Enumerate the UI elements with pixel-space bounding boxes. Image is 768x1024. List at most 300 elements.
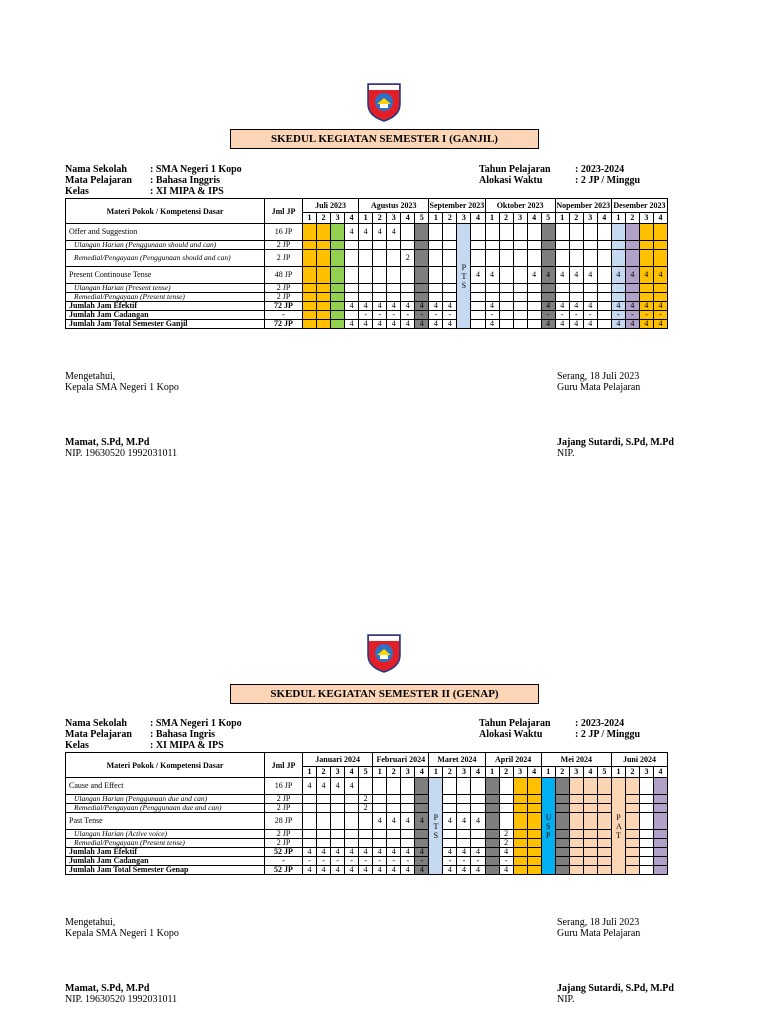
week-cell: 4 <box>653 320 667 329</box>
materi-cell: Offer and Suggestion <box>66 224 265 241</box>
week-cell: 4 <box>373 848 387 857</box>
week-cell <box>625 857 639 866</box>
week-cell <box>640 795 654 804</box>
materi-cell: Ulangan Harian (Active voice) <box>66 830 265 839</box>
week-cell <box>317 830 331 839</box>
materi-cell: Remedial/Pengayaan (Present tense) <box>66 839 265 848</box>
week-cell <box>569 804 583 813</box>
week-number: 1 <box>303 766 317 777</box>
week-cell <box>654 804 668 813</box>
week-cell <box>457 795 471 804</box>
week-cell: 2 <box>499 830 513 839</box>
week-cell <box>373 804 387 813</box>
week-cell: 4 <box>611 302 625 311</box>
time-value: : 2 JP / Minggu <box>575 729 641 740</box>
week-cell <box>597 857 611 866</box>
week-cell: 4 <box>387 848 401 857</box>
week-cell: 4 <box>331 848 345 857</box>
teacher-name: Jajang Sutardi, S.Pd, M.Pd <box>557 437 674 448</box>
week-cell: 4 <box>443 866 457 875</box>
week-cell: - <box>345 857 359 866</box>
week-cell: 4 <box>387 320 401 329</box>
week-cell <box>583 778 597 795</box>
week-cell <box>387 795 401 804</box>
week-cell: 4 <box>429 302 443 311</box>
week-number: 4 <box>401 212 415 223</box>
week-cell: - <box>499 857 513 866</box>
week-cell <box>359 830 373 839</box>
pts-text: PTS <box>461 262 467 290</box>
week-cell: 4 <box>527 267 541 284</box>
week-cell <box>373 839 387 848</box>
week-number: 2 <box>569 212 583 223</box>
week-cell <box>640 857 654 866</box>
week-cell <box>499 795 513 804</box>
week-cell <box>359 778 373 795</box>
week-cell <box>597 866 611 875</box>
week-cell <box>387 839 401 848</box>
week-number: 5 <box>359 766 373 777</box>
week-number: 2 <box>317 212 331 223</box>
week-number: 3 <box>401 766 415 777</box>
materi-cell: Remedial/Pengayaan (Present tense) <box>66 293 265 302</box>
materi-cell: Jumlah Jam Total Semester Ganjil <box>66 320 265 329</box>
week-cell <box>640 866 654 875</box>
week-cell <box>401 795 415 804</box>
week-cell <box>345 795 359 804</box>
week-cell: - <box>639 311 653 320</box>
jp-header: Jml JP <box>265 753 303 778</box>
materi-cell: Remedial/Pengayaan (Penggunaan should and can) <box>66 250 265 267</box>
jp-cell: 52 JP <box>265 848 303 857</box>
week-cell <box>583 804 597 813</box>
week-cell <box>415 795 429 804</box>
week-cell: 4 <box>345 866 359 875</box>
week-cell <box>654 778 668 795</box>
week-number: 1 <box>303 212 317 223</box>
table-row <box>66 795 668 804</box>
week-cell <box>373 778 387 795</box>
week-cell: - <box>555 311 569 320</box>
week-cell: 4 <box>583 267 597 284</box>
week-cell <box>387 804 401 813</box>
place-date: Serang, 18 Juli 2023 <box>557 371 640 382</box>
week-cell <box>555 804 569 813</box>
jp-cell: 2 JP <box>265 250 303 267</box>
week-number: 2 <box>387 766 401 777</box>
materi-cell: Ulangan Harian (Penggunaan due and can) <box>66 795 265 804</box>
place-date: Serang, 18 Juli 2023 <box>557 917 640 928</box>
principal-name: Mamat, S.Pd, M.Pd <box>65 983 150 994</box>
week-cell: 4 <box>499 848 513 857</box>
week-cell <box>555 848 569 857</box>
week-cell <box>513 813 527 830</box>
principal-title: Kepala SMA Negeri 1 Kopo <box>65 928 179 939</box>
week-cell <box>485 848 499 857</box>
week-cell <box>597 830 611 839</box>
teacher-nip: NIP. <box>557 448 575 459</box>
week-cell: 4 <box>401 320 415 329</box>
subject-label: Mata Pelajaran <box>65 729 132 740</box>
week-cell: 4 <box>471 813 485 830</box>
week-cell <box>303 813 317 830</box>
week-cell <box>654 848 668 857</box>
week-cell: - <box>583 311 597 320</box>
week-cell: 4 <box>401 848 415 857</box>
week-cell: 4 <box>359 302 373 311</box>
week-cell: - <box>457 857 471 866</box>
week-number: 5 <box>415 212 429 223</box>
week-cell <box>513 866 527 875</box>
week-cell <box>471 830 485 839</box>
month-header: Mei 2024 <box>541 753 611 767</box>
week-cell: - <box>625 311 639 320</box>
week-cell: 4 <box>317 866 331 875</box>
week-cell <box>583 830 597 839</box>
jp-cell: 52 JP <box>265 866 303 875</box>
week-cell <box>373 795 387 804</box>
week-cell <box>555 795 569 804</box>
jp-cell: 16 JP <box>265 224 303 241</box>
week-cell <box>527 813 541 830</box>
week-cell <box>485 866 499 875</box>
week-cell: 4 <box>443 302 457 311</box>
principal-nip: NIP. 19630520 1992031011 <box>65 448 178 459</box>
jp-cell: 2 JP <box>265 804 303 813</box>
week-cell: 4 <box>415 813 429 830</box>
week-cell: 4 <box>471 267 485 284</box>
week-cell <box>415 839 429 848</box>
week-cell <box>331 804 345 813</box>
week-cell <box>597 839 611 848</box>
week-cell <box>457 778 471 795</box>
table-row <box>66 804 668 813</box>
week-cell <box>443 804 457 813</box>
week-cell: 4 <box>387 224 401 241</box>
week-cell <box>485 857 499 866</box>
week-cell <box>331 795 345 804</box>
week-cell <box>513 804 527 813</box>
month-header-row <box>66 753 668 767</box>
jp-cell: - <box>265 311 303 320</box>
table-row <box>66 848 668 857</box>
week-cell <box>401 804 415 813</box>
week-cell: 4 <box>583 320 597 329</box>
week-cell <box>625 866 639 875</box>
table-row <box>66 857 668 866</box>
week-cell: - <box>485 311 499 320</box>
week-number: 3 <box>331 766 345 777</box>
week-cell: 4 <box>401 813 415 830</box>
week-cell <box>485 830 499 839</box>
week-cell: 4 <box>373 813 387 830</box>
week-cell: - <box>373 311 387 320</box>
week-cell: 4 <box>611 320 625 329</box>
month-header: Desember 2023 <box>611 199 667 213</box>
week-number: 1 <box>359 212 373 223</box>
jp-cell: 2 JP <box>265 795 303 804</box>
week-cell <box>401 830 415 839</box>
week-cell <box>654 795 668 804</box>
week-cell: 4 <box>303 848 317 857</box>
week-cell <box>345 813 359 830</box>
week-cell <box>654 866 668 875</box>
week-cell: 4 <box>331 866 345 875</box>
week-cell <box>555 778 569 795</box>
week-number: 5 <box>597 766 611 777</box>
week-cell: 4 <box>611 267 625 284</box>
week-cell <box>527 830 541 839</box>
week-cell <box>387 778 401 795</box>
week-cell <box>555 839 569 848</box>
week-cell: - <box>471 857 485 866</box>
jp-cell: 72 JP <box>265 302 303 311</box>
week-number: 1 <box>611 766 625 777</box>
table-row <box>66 778 668 795</box>
week-cell: 4 <box>485 267 499 284</box>
week-cell: 2 <box>401 250 415 267</box>
week-cell <box>485 804 499 813</box>
materi-cell: Jumlah Jam Cadangan <box>66 311 265 320</box>
week-cell: 4 <box>443 320 457 329</box>
month-header: Maret 2024 <box>429 753 485 767</box>
week-cell <box>443 778 457 795</box>
week-cell: 4 <box>373 224 387 241</box>
week-cell <box>569 830 583 839</box>
week-number: 2 <box>499 212 513 223</box>
materi-cell: Jumlah Jam Efektif <box>66 848 265 857</box>
week-cell: 4 <box>457 848 471 857</box>
week-cell <box>654 839 668 848</box>
week-number: 4 <box>415 766 429 777</box>
week-cell <box>317 813 331 830</box>
usp-label <box>541 778 555 875</box>
jp-cell: 2 JP <box>265 241 303 250</box>
jp-cell: 2 JP <box>265 830 303 839</box>
week-cell <box>387 830 401 839</box>
week-number: 3 <box>513 212 527 223</box>
jp-cell: 2 JP <box>265 839 303 848</box>
week-cell: 4 <box>639 302 653 311</box>
week-cell <box>457 839 471 848</box>
week-cell <box>625 778 639 795</box>
week-cell: 4 <box>457 813 471 830</box>
week-cell <box>317 795 331 804</box>
week-cell: 4 <box>653 302 667 311</box>
week-cell: 4 <box>583 302 597 311</box>
week-cell: - <box>303 857 317 866</box>
week-cell <box>583 848 597 857</box>
week-cell <box>345 830 359 839</box>
week-cell <box>303 830 317 839</box>
week-cell <box>317 839 331 848</box>
week-number: 3 <box>583 212 597 223</box>
week-cell <box>513 830 527 839</box>
week-cell: 4 <box>415 866 429 875</box>
signature-left-2 <box>65 917 179 1005</box>
week-cell <box>597 813 611 830</box>
materi-header: Materi Pokok / Kompetensi Dasar <box>66 199 265 224</box>
week-number: 3 <box>639 212 653 223</box>
week-cell: 4 <box>345 224 359 241</box>
week-number: 4 <box>345 212 359 223</box>
week-number: 3 <box>387 212 401 223</box>
week-cell: - <box>359 311 373 320</box>
week-cell <box>331 813 345 830</box>
week-number: 4 <box>654 766 668 777</box>
week-number: 4 <box>527 766 541 777</box>
week-number: 4 <box>527 212 541 223</box>
week-cell: - <box>443 311 457 320</box>
year-label: Tahun Pelajaran <box>479 718 551 729</box>
week-cell: 4 <box>373 320 387 329</box>
week-number: 1 <box>485 212 499 223</box>
school-label: Nama Sekolah <box>65 164 127 175</box>
week-cell: 4 <box>569 320 583 329</box>
week-cell <box>485 778 499 795</box>
week-cell: 4 <box>373 302 387 311</box>
week-cell <box>331 839 345 848</box>
pts-label <box>429 778 443 875</box>
week-number: 3 <box>457 212 471 223</box>
week-cell: 4 <box>471 866 485 875</box>
signature-right-2 <box>557 917 674 1005</box>
week-cell: - <box>541 311 555 320</box>
week-cell <box>640 813 654 830</box>
time-label: Alokasi Waktu <box>479 729 543 740</box>
week-cell: 4 <box>317 848 331 857</box>
jp-cell: 16 JP <box>265 778 303 795</box>
week-cell: 4 <box>625 302 639 311</box>
week-cell <box>569 866 583 875</box>
week-cell: 4 <box>555 302 569 311</box>
week-cell <box>499 778 513 795</box>
week-cell: 4 <box>499 866 513 875</box>
week-number: 1 <box>373 766 387 777</box>
week-cell <box>640 839 654 848</box>
week-cell: 4 <box>387 866 401 875</box>
week-cell: 4 <box>345 848 359 857</box>
week-cell: 4 <box>373 866 387 875</box>
week-cell: - <box>401 311 415 320</box>
week-cell <box>415 804 429 813</box>
materi-cell: Ulangan Harian (Present tense) <box>66 284 265 293</box>
schedule-table-semester-2 <box>65 752 668 875</box>
week-cell <box>583 857 597 866</box>
week-cell <box>569 857 583 866</box>
week-cell: 4 <box>415 848 429 857</box>
time-label: Alokasi Waktu <box>479 175 543 186</box>
month-header: Agustus 2023 <box>359 199 429 213</box>
week-cell <box>625 848 639 857</box>
week-number: 4 <box>653 212 667 223</box>
week-cell <box>625 795 639 804</box>
week-number: 1 <box>429 766 443 777</box>
week-cell <box>513 795 527 804</box>
week-cell <box>401 839 415 848</box>
week-number: 2 <box>443 766 457 777</box>
week-cell <box>317 804 331 813</box>
week-cell: 4 <box>541 267 555 284</box>
week-cell: 4 <box>625 267 639 284</box>
pat-text: PAT <box>615 812 622 840</box>
table-row <box>66 839 668 848</box>
acknowledge-text: Mengetahui, <box>65 371 116 382</box>
week-cell: 4 <box>541 320 555 329</box>
week-cell <box>513 839 527 848</box>
week-number: 4 <box>597 212 611 223</box>
teacher-nip: NIP. <box>557 994 575 1005</box>
week-cell <box>471 778 485 795</box>
week-cell <box>443 839 457 848</box>
jp-cell: 28 JP <box>265 813 303 830</box>
week-cell <box>415 830 429 839</box>
pat-label <box>611 778 625 875</box>
week-cell: - <box>387 857 401 866</box>
month-header: April 2024 <box>485 753 541 767</box>
subject-label: Mata Pelajaran <box>65 175 132 186</box>
week-number: 1 <box>429 212 443 223</box>
school-value: : SMA Negeri 1 Kopo <box>150 164 242 175</box>
week-cell <box>569 795 583 804</box>
month-header: Juni 2024 <box>611 753 667 767</box>
week-cell <box>513 778 527 795</box>
school-label: Nama Sekolah <box>65 718 127 729</box>
week-cell: 4 <box>359 866 373 875</box>
week-number: 2 <box>499 766 513 777</box>
week-cell <box>555 830 569 839</box>
week-cell: 4 <box>541 302 555 311</box>
week-cell <box>625 804 639 813</box>
week-cell <box>331 830 345 839</box>
week-cell <box>373 830 387 839</box>
week-cell: - <box>611 311 625 320</box>
materi-cell: Jumlah Jam Total Semester Genap <box>66 866 265 875</box>
week-cell: 4 <box>429 320 443 329</box>
week-cell <box>527 778 541 795</box>
week-cell <box>499 804 513 813</box>
week-cell <box>303 839 317 848</box>
week-cell <box>583 839 597 848</box>
teacher-title: Guru Mata Pelajaran <box>557 382 641 393</box>
week-cell: 4 <box>401 302 415 311</box>
week-cell <box>569 778 583 795</box>
week-cell: 4 <box>345 320 359 329</box>
week-cell: 4 <box>471 848 485 857</box>
week-cell <box>597 848 611 857</box>
materi-cell: Cause and Effect <box>66 778 265 795</box>
school-info-left-2 <box>65 718 242 751</box>
week-cell <box>640 804 654 813</box>
week-cell: 2 <box>499 839 513 848</box>
week-cell <box>345 839 359 848</box>
week-cell <box>513 848 527 857</box>
week-number: 3 <box>640 766 654 777</box>
principal-nip: NIP. 19630520 1992031011 <box>65 994 178 1005</box>
week-cell <box>527 795 541 804</box>
subject-value: : Bahasa Ingris <box>150 729 216 740</box>
week-number: 2 <box>443 212 457 223</box>
week-number: 1 <box>555 212 569 223</box>
week-cell: 4 <box>443 813 457 830</box>
week-cell <box>443 795 457 804</box>
jp-cell: 72 JP <box>265 320 303 329</box>
week-cell <box>625 830 639 839</box>
week-cell: - <box>443 857 457 866</box>
week-cell: - <box>317 857 331 866</box>
week-cell <box>640 778 654 795</box>
week-number: 3 <box>331 212 345 223</box>
